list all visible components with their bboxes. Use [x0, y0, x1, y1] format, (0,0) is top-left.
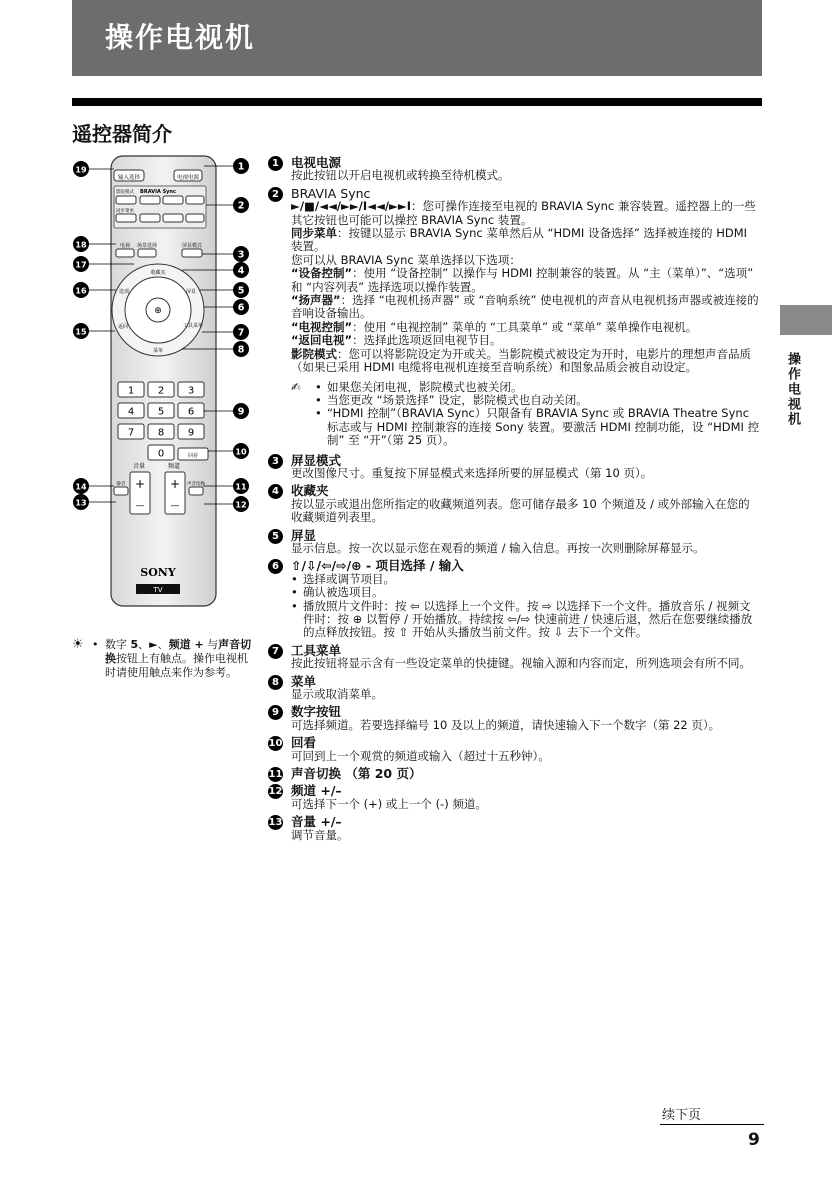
number-button-label: 3 [187, 385, 195, 397]
note-icon: ✍ [291, 379, 301, 394]
callout-number: 12 [235, 500, 247, 510]
return-label: 返回 [117, 324, 129, 330]
callout-number: 4 [237, 265, 245, 277]
number-button-label: 9 [187, 427, 195, 439]
item-notes [268, 381, 760, 448]
chapter-tab [780, 305, 832, 335]
item-title: BRAVIA Sync [291, 185, 371, 201]
callout-number: 15 [75, 327, 87, 337]
power-button-label: 电视电源 [176, 175, 200, 181]
item-screen-mode: 3 屏显模式 更改图像尺寸。重复按下屏显模式来选择所要的屏显模式（第 10 页）。 [268, 454, 760, 481]
sync-menu-label: 同步菜单 [116, 209, 134, 214]
callout-number: 18 [75, 240, 87, 250]
enter-icon: ⊕ [154, 306, 162, 316]
screen-mode-button [182, 249, 202, 257]
channel-label: 频道 [167, 463, 181, 470]
favorites-label: 收藏夹 [150, 270, 166, 276]
forward-button [186, 196, 204, 204]
number-button-label: 2 [157, 385, 165, 397]
note-line: • 当您更改 “场景选择” 设定，影院模式也自动关闭。 [315, 394, 760, 407]
item-tools: 7 工具菜单 按此按钮将显示含有一些设定菜单的快捷键。视输入源和内容而定，所列选项会有所不同。 [268, 644, 760, 671]
audio-button [189, 487, 203, 495]
stop-button [163, 214, 183, 222]
screen-mode-label: 屏显模式 [181, 243, 203, 249]
item-number: 1 [268, 156, 283, 171]
callout-number: 3 [237, 249, 245, 261]
note-line: • “HDMI 控制”（BRAVIA Sync）只限备有 BRAVIA Sync 或 BRAVIA Theatre Sync 标志或与 HDMI 控制兼容的连接 Sony 装置。要激活 HDMI 控制功能，设 “HDMI 控制” 至 “开”（第 25 页）。 [315, 407, 760, 447]
scene-button [138, 249, 156, 257]
item-power [268, 156, 760, 183]
channel-plus: + [169, 477, 181, 491]
callout-number: 9 [237, 406, 245, 418]
page-number: 9 [748, 1130, 760, 1150]
next-button [186, 214, 204, 222]
mute-button [114, 487, 128, 495]
tip-bullet: • [92, 638, 99, 651]
tv-badge-label: TV [153, 586, 163, 594]
scene-button-label: 场景选择 [136, 243, 158, 249]
callout-number: 6 [237, 302, 245, 314]
sync-mode-label: 影院模式 [116, 190, 134, 195]
item-channel: 12 频道 +/– 可选择下一个 (+) 或上一个 (-) 频道。 [268, 783, 487, 811]
callout-number: 7 [237, 327, 245, 339]
item-number: 2 [268, 187, 283, 202]
tv-button [116, 249, 134, 257]
item-bravia-sync: 2 BRAVIA Sync ►/■/◄◄/►►/I◄◄/►►I：您可操作连接至电视的 BRAVIA Sync 兼容装置。遥控器上的一些其它按钮也可能可以操控 BRAVIA Sync 装置。 同步菜单：按键以显示 BRAVIA Sync 菜单然后从 “HDMI 设备选择” 选择被连接的 HDMI 装置。 您可以从 BRAVIA Sync 菜单选择以下选项： “设备控制”：使用 “设备控制” 以操作与 HDMI 控制兼容的装置。从 “主（菜单）”、“选项” 和 “内容列表” 选择选项以操作装置。 “扬声器”：选择 “电视机扬声器” 或 “音响系统” 使电视机的声音从电视机扬声器或被连接的音响设备输出。 “电视控制”：使用 “电视控制” 菜单的 “工具菜单” 或 “菜单” 菜单操作电视机。 “返回电视”：选择此选项返回电视节目。 影院模式：您可以将影院设定为开或关。当影院模式被设定为开时，电影片的理想声音品质（如果已采用 HDMI 电缆将电视机连接至音响系统）和图象品质会被自动设定。 [268, 187, 760, 375]
tip-text: 数字 5、►、频道 + 与声音切换按钮上有触点。操作电视机时请使用触点来作为参考。 [105, 638, 252, 679]
number-button-label: 6 [187, 406, 195, 418]
menu-label: 菜单 [152, 348, 164, 354]
item-title: 电视电源 [291, 155, 342, 170]
tools-label: 工具菜单 [182, 323, 204, 329]
callout-number: 19 [75, 165, 87, 175]
item-number-buttons: 9 数字按钮 可选择频道。若要选择编号 10 及以上的频道，请快速输入下一个数字（第 22 页）。 [268, 705, 760, 732]
callout-number: 10 [235, 447, 247, 457]
options-label: 选项 [118, 289, 130, 295]
section-title: 遥控器简介 [72, 122, 172, 146]
item-volume: 13 音量 +/– 调节音量。 [268, 814, 349, 842]
bravia-sync-label: BRAVIA Sync [140, 189, 176, 195]
remote-control-illustration [70, 150, 260, 630]
number-button-label: 7 [127, 427, 135, 439]
note-line: • 如果您关闭电视，影院模式也被关闭。 [315, 381, 760, 394]
tip-note [72, 638, 257, 680]
item-display: 5 屏显 显示信息。按一次以显示您在观看的频道 / 输入信息。再按一次则删除屏幕显示。 [268, 529, 760, 556]
item-audio: 11 声音切换 （第 20 页） [268, 766, 422, 782]
callout-number: 5 [237, 285, 245, 297]
sync-mode-button [116, 196, 136, 204]
item-favorites: 4 收藏夹 按以显示或退出您所指定的收藏频道列表。您可储存最多 10 个频道及 / 或外部输入在您的收藏频道列表里。 [268, 484, 760, 524]
input-button-label: 输入选择 [117, 175, 141, 181]
chapter-label: 操作电视机 [785, 352, 800, 427]
callout-number: 1 [237, 161, 245, 173]
number-button-label: 1 [127, 385, 135, 397]
callout-number: 2 [237, 200, 245, 212]
tip-icon: ☀ [72, 637, 84, 652]
number-button-label: 5 [157, 406, 165, 418]
callout-number: 13 [75, 498, 87, 508]
sony-logo: SONY [140, 566, 176, 579]
callout-number: 11 [235, 482, 247, 492]
header-rule [72, 98, 762, 106]
display-label: 屏显 [185, 289, 197, 295]
callout-number: 8 [237, 344, 245, 356]
volume-plus: + [134, 477, 146, 491]
number-button-label: 4 [127, 406, 135, 418]
page-title: 操作电视机 [105, 21, 256, 54]
item-dpad: 6 ⇧/⇩/⇦/⇨/⊕ - 项目选择 / 输入 • 选择或调节项目。 • 确认被选项目。 • 播放照片文件时：按 ⇦ 以选择上一个文件。按 ⇨ 以选择下一个文件。播放音乐 / 视频文件时：按 ⊕ 以暂停 / 开始播放。持续按 ⇦/⇨ 快速前进 / 快速后退，然后在您要继续播放的点释放按钮。按 ⇧ 开始从头播放当前文件。按 ⇩ 去下一个文件。 [268, 559, 760, 639]
sync-menu-button [116, 214, 136, 222]
callout-number: 17 [75, 260, 87, 270]
number-button-label: 0 [157, 448, 165, 460]
audio-label: 声音切换 [187, 482, 205, 487]
item-menu: 8 菜单 显示或取消菜单。 [268, 675, 760, 702]
footer-rule [660, 1124, 764, 1125]
item-jump: 10 回看 可回到上一个观赏的频道或输入（超过十五秒钟）。 [268, 735, 550, 763]
play-button [163, 196, 183, 204]
tv-button-label: 电视 [119, 243, 131, 249]
mute-label: 静音 [116, 482, 126, 487]
button-descriptions [268, 156, 760, 846]
volume-label: 音量 [132, 463, 146, 470]
volume-minus: — [135, 501, 145, 511]
callout-number: 16 [75, 286, 87, 296]
channel-minus: — [170, 501, 180, 511]
jump-button-label: 回看 [187, 453, 199, 459]
continued-label: 续下页 [662, 1108, 702, 1123]
number-button-label: 8 [157, 427, 165, 439]
callout-number: 14 [75, 482, 87, 492]
prev-button [140, 214, 160, 222]
rewind-button [140, 196, 160, 204]
item-desc: 按此按钮以开启电视机或转换至待机模式。 [291, 168, 510, 183]
